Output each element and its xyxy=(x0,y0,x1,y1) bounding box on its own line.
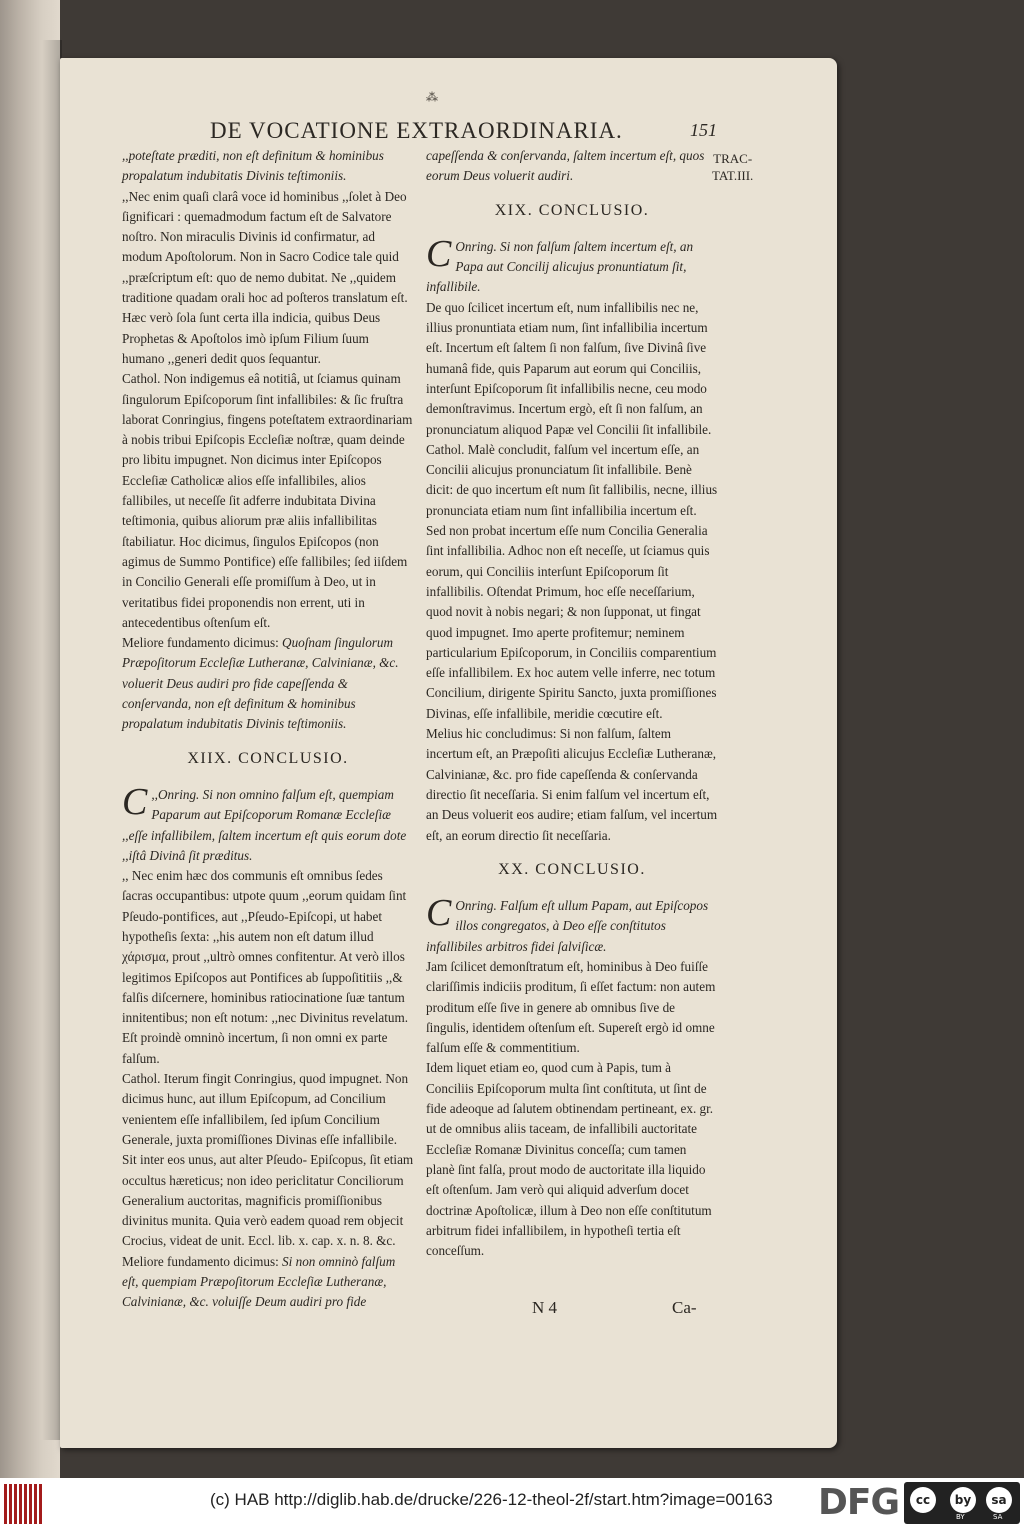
paragraph: Cathol. Iterum fingit Conringius, quod impugnet. Non dicimus hunc, aut illum Epiſcopum, ad Concilium venientem eſſe infallibilem, ſed ipſum Concilium Generale, juxta promiſſiones Divinas eſſe infallibile. Sit inter eos unus, aut alter Pſeudo- Epiſcopus, ſit etiam occultus hæreticus; non ideo periclitatur Conciliorum Generalium auctoritas, magnificis promiſſionibus divinitus munita. Quia verò eadem quoad rem objecit Crocius, videat de unit. Eccl. lib. x. cap. x. n. 8. &c. xyxy=(122,1071,414,1249)
right-column xyxy=(426,146,718,1261)
drop-capital: C xyxy=(426,892,452,935)
paragraph-lead: Meliore fundamento dicimus: xyxy=(122,635,279,651)
book-page xyxy=(60,58,837,1448)
paragraph: ,,Nec enim quaſi clarâ voce id hominibus ,,ſolet à Deo ſignificari : quemadmodum factum eſt de Salvatore noſtro. Non miraculis Divinis id confirmatur, ad modum Apoſtolorum. Non in Sacro Codice tale quid ,,præſcriptum eſt: quo de nemo dubitat. Ne ,,quidem traditione quadam orali hoc ad poſteros translatum eſt. Hæc verò ſola ſunt certa illa indicia, quibus Deus Prophetas & Apoſtolos imò ipſum Filium ſuum humano ,,generi dedit quos ſequantur. xyxy=(122,188,408,366)
by-label: BY xyxy=(956,1513,965,1521)
dfg-logo[interactable]: DFG xyxy=(818,1482,900,1523)
page-ornament: ⁂ xyxy=(426,90,438,104)
paragraph-text: Onring. Si non falſum ſaltem incertum eſt, an Papa aut Concilij alicujus pronuntiatum ſit, infallibile. xyxy=(426,238,694,295)
paragraph: Cathol. Non indigemus eâ notitiâ, ut ſciamus quinam ſingulorum Epiſcoporum ſint infallibiles: & ſic fruſtra laborat Conringius, fingens poteſtatem extraordinariam à nobis tribui Epiſcopis Eccleſiæ noſtræ, quam deinde pro libitu impugnet. Non dicimus inter Epiſcopos Eccleſiæ Catholicæ alios eſſe infallibiles, alios fallibiles, ut neceſſe ſit adferre indubitata Divina teſtimonia, quibus aliorum præ aliis infallibilitas ſtabiliatur. Hoc dicimus, ſingulos Epiſcopos (non agimus de Summo Pontifice) eſſe fallibiles; ſed iiſdem in Concilio Generali eſſe promiſſum à Deo, ut in veritatibus fidei proponendis non errent, uti in antecedentibus oſtenſum eſt. xyxy=(122,371,413,630)
paragraph-text: Onring. Falſum eſt ullum Papam, aut Epiſcopos illos congregatos, à Deo eſſe conſtitutos infallibiles arbitros fidei ſalviſicæ. xyxy=(426,898,709,954)
paragraph: Cathol. Malè concludit, falſum vel incertum eſſe, an Concilii alicujus pronunciatum ſit infallibile. Benè dicit: de quo incertum eſt num ſit fallibilis, necne, illius pronunciata etiam num ſint infallibilia incertum eſt. Sed non probat incertum eſſe num Concilia Generalia ſint infallibilia. Adhoc non eſt neceſſe, ut ſciamus quis eorum, qui Conciliis interſunt Epiſcoporum ſit infallibilis. Oſtendat Primum, hoc eſſe neceſſarium, quod novit à nobis negari; & non ſupponat, ut fingat quod impugnet. Imo aperte profitemur; neminem particularium Epiſcoporum, in Conciliis comparentium eſſe infallibilem. Ex hoc autem velle inferre, nec totum Concilium, dirigente Spiritu Sancto, juxta promiſſiones Divinas, eſſe infallibile, meridie cœcutire eſt. xyxy=(426,441,718,721)
footer-bar xyxy=(0,1478,1024,1529)
left-column xyxy=(122,146,414,1313)
credit-link[interactable]: (c) HAB http://diglib.hab.de/drucke/226-12-theol-2f/start.htm?image=00163 xyxy=(210,1490,773,1509)
paragraph: ,,poteſtate præditi, non eſt definitum & hominibus propalatum indubitatis Divinis teſtimoniis. xyxy=(122,148,384,184)
paragraph xyxy=(122,1252,414,1313)
paragraph-text: ,,Onring. Si non omnino falſum eſt, quempiam Paparum aut Epiſcoporum Romanæ Eccleſiæ ,,eſſe infallibilem, ſaltem incertum eſt quis eorum dote ,,iſtâ Divinâ ſit præditus. xyxy=(122,786,407,863)
conclusio-heading: XIIX. CONCLUSIO. xyxy=(187,749,349,767)
conclusio-heading: XIX. CONCLUSIO. xyxy=(494,201,650,219)
sa-icon: sa xyxy=(986,1487,1012,1513)
page-number: 151 xyxy=(690,120,717,140)
paragraph-italic: Quoſnam ſingulorum Præpoſitorum Eccleſiæ Lutheranæ, Calvinianæ, &c. voluerit Deus audiri pro fide capeſſenda & conſervanda, non eſt definitum & hominibus propalatum indubitatis Divinis teſtimoniis. xyxy=(122,635,399,732)
margin-note-line1: TRAC- xyxy=(713,151,753,166)
by-icon: by xyxy=(950,1487,976,1513)
drop-capital: C xyxy=(426,232,452,275)
paragraph: Jam ſcilicet demonſtratum eſt, hominibus à Deo fuiſſe clariſſimis indiciis proditum, ſi eſſet factum: non autem proditum eſſe ſive in genere ab omnibus ſive de ſingulis, identidem oſtenſum eſt. Supereſt ergò id omne falſum eſſe & commentitium. xyxy=(426,958,716,1056)
drop-capital: C xyxy=(122,780,148,823)
margin-note-line2: TAT.III. xyxy=(712,168,754,183)
barcode-icon xyxy=(4,1484,44,1524)
margin-note xyxy=(712,150,753,184)
paragraph xyxy=(122,780,414,866)
paragraph: De quo ſcilicet incertum eſt, num infallibilis nec ne, illius pronuntiata etiam num, ſint infallibilia incertum eſt. Incertum eſt ſaltem ſi non falſum, ſive Divinâ ſive humanâ fide, quis Paparum aut eorum qui Conciliis, interſunt Epiſcoporum ſit infallibilis necne, ceu modo demonſtravimus. Incertum ergò, eſt ſi non falſum, an pronunciatum aliquod Papæ vel Concilii ſit infallibile. xyxy=(426,299,712,437)
cc-icon: cc xyxy=(910,1487,936,1513)
paragraph-lead: Meliore fundamento dicimus: xyxy=(122,1253,279,1269)
paragraph: Idem liquet etiam eo, quod cum à Papis, tum à Conciliis Epiſcoporum multa ſint conſtituta, ut ſint de fide adeoque ad ſalutem obtinendam pertineant, ex. gr. ut de omnibus aliis taceam, de infallibili auctoritate Eccleſiæ Romanæ Divinitus conceſſa; cum tamen planè ſint falſa, prout modo de auctoritate illa liquido eſt oſtenſum. Jam verò qui aliquid adverſum docet doctrinæ Apoſtolicæ, illum à Deo non eſſe conſtitutum arbitrum fidei infallibilem, in hypotheſi tertia eſt conceſſum. xyxy=(426,1060,714,1259)
paragraph xyxy=(122,633,414,734)
paragraph xyxy=(426,892,718,957)
running-header: DE VOCATIONE EXTRAORDINARIA. xyxy=(210,118,623,143)
paragraph-italic: Si non omninò falſum eſt, quempiam Præpoſitorum Eccleſiæ Lutheranæ, Calvinianæ, &c. voluiſſe Deum audiri pro fide xyxy=(122,1253,396,1310)
paragraph: capeſſenda & conſervanda, ſaltem incertum eſt, quos eorum Deus voluerit audiri. xyxy=(426,148,705,184)
gutter-shadow xyxy=(42,40,62,1440)
catchword: Ca- xyxy=(672,1298,697,1317)
paragraph: Melius hic concludimus: Si non falſum, ſaltem incertum eſt, an Præpoſiti alicujus Eccleſiæ Lutheranæ, Calvinianæ, &c. pro fide capeſſenda & conſervanda directio ſit neceſſaria. Si enim falſum vel incertum eſt, an Deus voluerit eos audire; etiam falſum, vel incertum eſt, an eorum directio ſit neceſſaria. xyxy=(426,726,718,843)
cc-license-badge[interactable] xyxy=(904,1482,1020,1524)
sa-label: SA xyxy=(993,1513,1003,1521)
conclusio-heading: XX. CONCLUSIO. xyxy=(498,860,646,878)
signature-mark: N 4 xyxy=(532,1298,558,1317)
paragraph xyxy=(426,232,718,298)
paragraph: ,, Nec enim hæc dos communis eſt omnibus ſedes ſacras occupantibus: utpote quum ,,eorum quidam ſint Pſeudo-pontifices, aut ,,Pſeudo-Epiſcopi, ut habet hypotheſis ſexta: ,,his autem non eſt datum illud χάρισμα, prout ,,ultrò omnes confitentur. At verò illos legitimos Epiſcopos aut Pontifices ab ſuppoſititiis ,,& falſis diſcernere, hominibus ratiocinatione ſuæ tantum innitentibus; non eſt notum: ,,nec Divinitus revelatum. Eſt proindè omninò incertum, ſi non omni ex parte falſum. xyxy=(122,868,409,1066)
